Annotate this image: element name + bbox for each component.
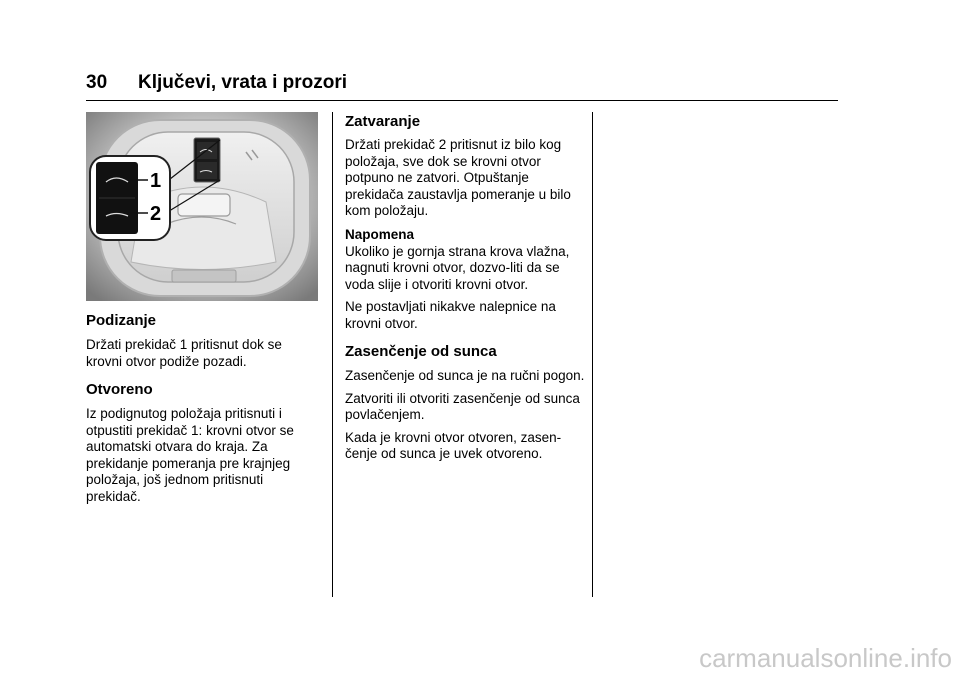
heading-zasencenje: Zasenčenje od sunca bbox=[345, 343, 497, 360]
text-otvoreno: Iz podignutog položaja pritisnuti i otpustiti prekidač 1: krovni otvor se automatski otvara do kraja. Za prekidanje pomeranja pre krajnjeg položaja, još jednom pritisnuti prekidač. bbox=[86, 406, 294, 504]
left-column bbox=[86, 112, 320, 505]
heading-otvoreno: Otvoreno bbox=[86, 381, 153, 398]
text-zasencenje-3: Kada je krovni otvor otvoren, zasen-čenje od sunca je uvek otvoreno. bbox=[345, 429, 562, 461]
napomena-label: Napomena bbox=[345, 226, 415, 242]
chapter-title: Ključevi, vrata i prozori bbox=[138, 72, 348, 93]
column-divider-left bbox=[332, 112, 333, 597]
napomena-text: Ukoliko je gornja strana krova vlažna, nagnuti krovni otvor, dozvo-liti da se voda slije i otvoriti krovni otvor. bbox=[345, 243, 570, 292]
watermark: carmanualsonline.info bbox=[699, 643, 952, 673]
heading-zatvaranje: Zatvaranje bbox=[345, 113, 421, 130]
page-header bbox=[86, 70, 838, 101]
text-nalepnice: Ne postavljati nikakve nalepnice na krovni otvor. bbox=[345, 299, 556, 331]
callout-1-label: 1 bbox=[150, 170, 162, 192]
right-column bbox=[345, 112, 585, 463]
text-zatvaranje: Držati prekidač 2 pritisnut iz bilo kog položaja, sve dok se krovni otvor potpuno ne zatvori. Otpuštanje prekidača zaustavlja pomeranje u bilo kom položaju. bbox=[345, 137, 571, 218]
heading-podizanje: Podizanje bbox=[86, 312, 157, 329]
sunroof-switch-figure bbox=[86, 112, 318, 301]
page-number: 30 bbox=[86, 72, 108, 93]
column-divider-right bbox=[592, 112, 593, 597]
overhead-console-illustration bbox=[86, 112, 318, 301]
text-podizanje: Držati prekidač 1 pritisnut dok se krovni otvor podiže pozadi. bbox=[86, 337, 282, 369]
text-zasencenje-2: Zatvoriti ili otvoriti zasenčenje od sunca povlačenjem. bbox=[345, 390, 580, 422]
callout-2-label: 2 bbox=[150, 203, 162, 225]
text-zasencenje-1: Zasenčenje od sunca je na ručni pogon. bbox=[345, 368, 585, 383]
